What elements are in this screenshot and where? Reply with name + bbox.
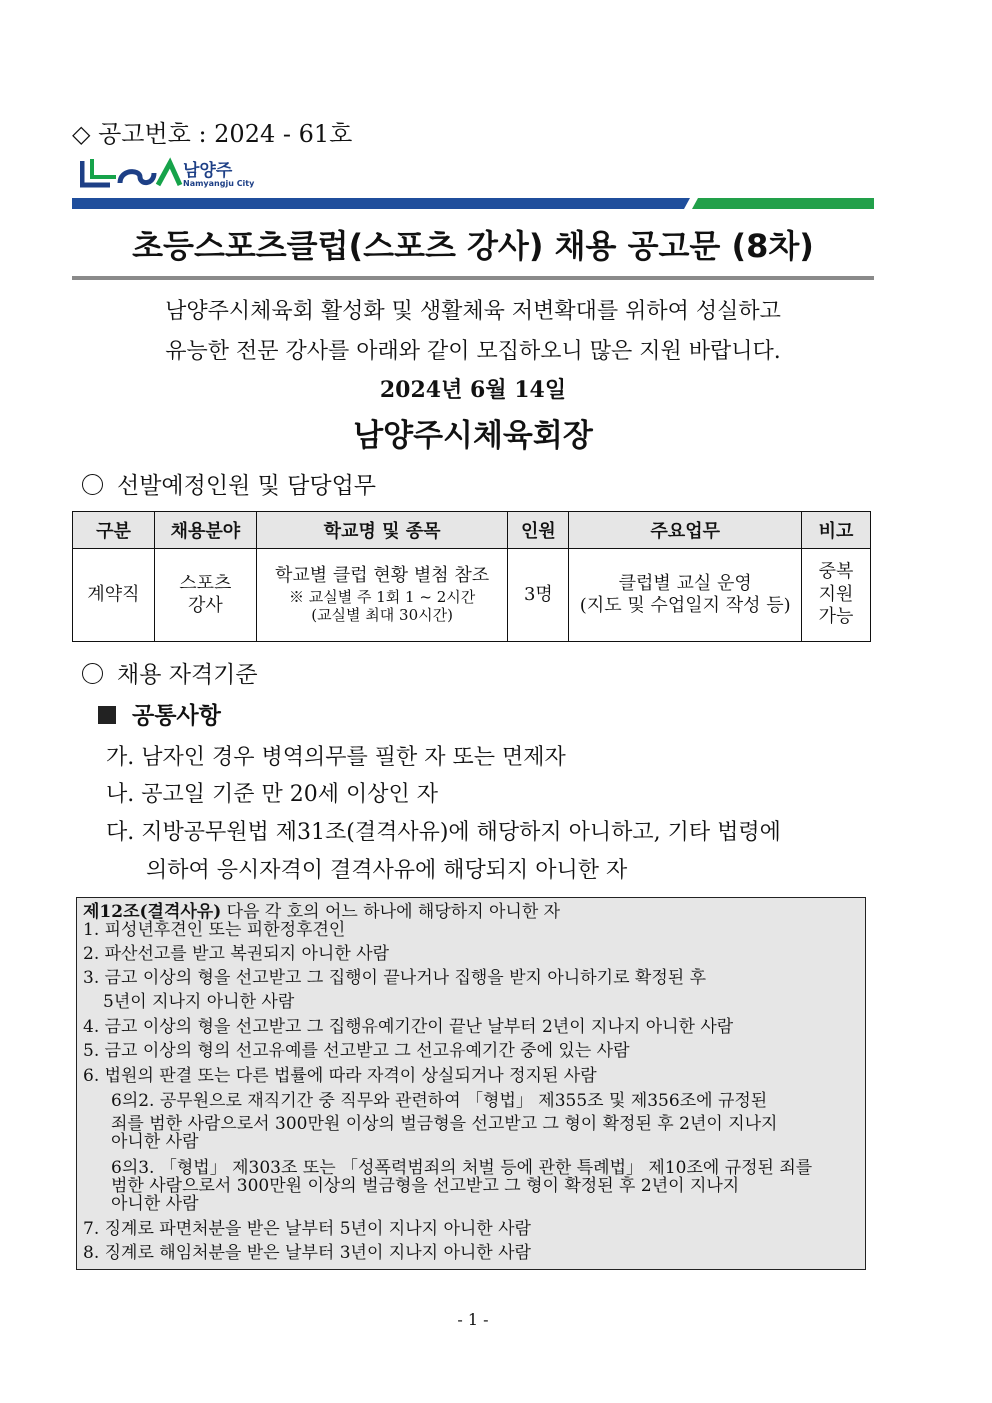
cell-school bbox=[256, 549, 508, 642]
box-line: 3. 금고 이상의 형을 선고받고 그 집행이 끝나거나 집행을 받지 아니하기로 확정된 후 bbox=[83, 968, 706, 988]
square-bullet-icon bbox=[98, 706, 116, 724]
box-line: 5년이 지나지 아니한 사람 bbox=[103, 992, 295, 1012]
box-heading-rest: 다음 각 호의 어느 하나에 해당하지 아니한 자 bbox=[221, 902, 561, 922]
box-heading-bold: 제12조(결격사유) bbox=[83, 902, 222, 922]
box-line: 5. 금고 이상의 형의 선고유예를 선고받고 그 선고유예기간 중에 있는 사람 bbox=[83, 1041, 630, 1061]
page-number: - 1 - bbox=[457, 1310, 489, 1329]
table-row bbox=[73, 549, 871, 642]
recruitment-table bbox=[72, 511, 871, 642]
list-item: 나. 공고일 기준 만 20세 이상인 자 bbox=[106, 782, 438, 807]
intro-line-1: 남양주시체육회 활성화 및 생활체육 저변확대를 위하여 성실하고 bbox=[165, 299, 781, 324]
box-heading bbox=[83, 904, 560, 921]
box-line: 6. 법원의 판결 또는 다른 법률에 따라 자격이 상실되거나 정지된 사람 bbox=[83, 1066, 597, 1086]
box-line: 아니한 사람 bbox=[111, 1194, 199, 1214]
cell-field bbox=[154, 549, 256, 642]
col-header: 주요업무 bbox=[569, 512, 802, 549]
common-heading-text: 공통사항 bbox=[132, 703, 221, 729]
box-line: 7. 징계로 파면처분을 받은 날부터 5년이 지나지 아니한 사람 bbox=[83, 1219, 531, 1239]
box-line: 8. 징계로 해임처분을 받은 날부터 3년이 지나지 아니한 사람 bbox=[83, 1243, 531, 1263]
cell-note-line: 지원 bbox=[818, 583, 854, 605]
col-header: 구분 bbox=[73, 512, 155, 549]
cell-count: 3명 bbox=[508, 549, 569, 642]
box-line: 4. 금고 이상의 형을 선고받고 그 집행유예기간이 끝난 날부터 2년이 지나지 아니한 사람 bbox=[83, 1017, 734, 1037]
cell-note-line: 가능 bbox=[818, 606, 854, 628]
logo-subtitle: Namyangju City bbox=[183, 179, 255, 188]
box-line: 2. 파산선고를 받고 복권되지 아니한 사람 bbox=[83, 944, 389, 964]
cell-duty-line: (지도 및 수업일지 작성 등) bbox=[579, 595, 791, 616]
cell-school-line: ※ 교실별 주 1회 1 ~ 2시간 bbox=[288, 587, 476, 606]
disqualification-box bbox=[76, 897, 866, 1270]
intro-line-2: 유능한 전문 강사를 아래와 같이 모집하오니 많은 지원 바랍니다. bbox=[165, 339, 781, 364]
notice-date: 2024년 6월 14일 bbox=[379, 377, 567, 403]
circle-bullet-icon bbox=[82, 474, 103, 495]
section-recruitment bbox=[82, 467, 376, 500]
box-line: 1. 피성년후견인 또는 피한정후견인 bbox=[83, 920, 346, 940]
table-header-row bbox=[73, 512, 871, 549]
header-color-band bbox=[72, 198, 874, 209]
cell-duty-line: 클럽별 교실 운영 bbox=[618, 572, 752, 594]
cell-note bbox=[802, 549, 871, 642]
cell-school-line: (교실별 최대 30시간) bbox=[311, 606, 453, 625]
title-divider bbox=[72, 276, 874, 280]
col-header: 인원 bbox=[508, 512, 569, 549]
box-line: 6의3. 「형법」 제303조 또는 「성폭력범죄의 처벌 등에 관한 특례법」 제10조에 규정된 죄를 bbox=[111, 1158, 813, 1178]
notice-number: ◇ 공고번호 : 2024 - 61호 bbox=[72, 120, 353, 148]
cell-type: 계약직 bbox=[73, 549, 155, 642]
logo-name: 남양주 bbox=[183, 161, 233, 181]
list-item: 다. 지방공무원법 제31조(결격사유)에 해당하지 아니하고, 기타 법령에 bbox=[106, 820, 781, 845]
section-title: 선발예정인원 및 담당업무 bbox=[117, 473, 377, 499]
section-title: 채용 자격기준 bbox=[117, 662, 258, 688]
page-title: 초등스포츠클럽(스포츠 강사) 채용 공고문 (8차) bbox=[132, 227, 814, 265]
section-qualifications bbox=[82, 656, 258, 689]
list-item: 의하여 응시자격이 결격사유에 해당되지 아니한 자 bbox=[146, 858, 628, 883]
organization-name: 남양주시체육회장 bbox=[353, 418, 593, 454]
cell-field-line: 강사 bbox=[187, 595, 223, 616]
cell-school-line: 학교별 클럽 현황 별첨 참조 bbox=[275, 565, 490, 586]
cell-field-line: 스포츠 bbox=[179, 572, 232, 594]
col-header: 비고 bbox=[802, 512, 871, 549]
box-line: 6의2. 공무원으로 재직기간 중 직무와 관련하여 「형법」 제355조 및 제356조에 규정된 bbox=[111, 1091, 768, 1111]
list-item: 가. 남자인 경우 병역의무를 필한 자 또는 면제자 bbox=[106, 745, 566, 770]
col-header: 채용분야 bbox=[154, 512, 256, 549]
common-heading bbox=[98, 697, 221, 730]
box-line: 아니한 사람 bbox=[111, 1132, 199, 1152]
col-header: 학교명 및 종목 bbox=[256, 512, 508, 549]
cell-duty bbox=[569, 549, 802, 642]
box-line: 죄를 범한 사람으로서 300만원 이상의 벌금형을 선고받고 그 형이 확정된 후 2년이 지나지 bbox=[111, 1114, 778, 1134]
cell-note-line: 중복 bbox=[818, 561, 854, 583]
circle-bullet-icon bbox=[82, 663, 103, 684]
box-line: 범한 사람으로서 300만원 이상의 벌금형을 선고받고 그 형이 확정된 후 2년이 지나지 bbox=[111, 1176, 740, 1196]
